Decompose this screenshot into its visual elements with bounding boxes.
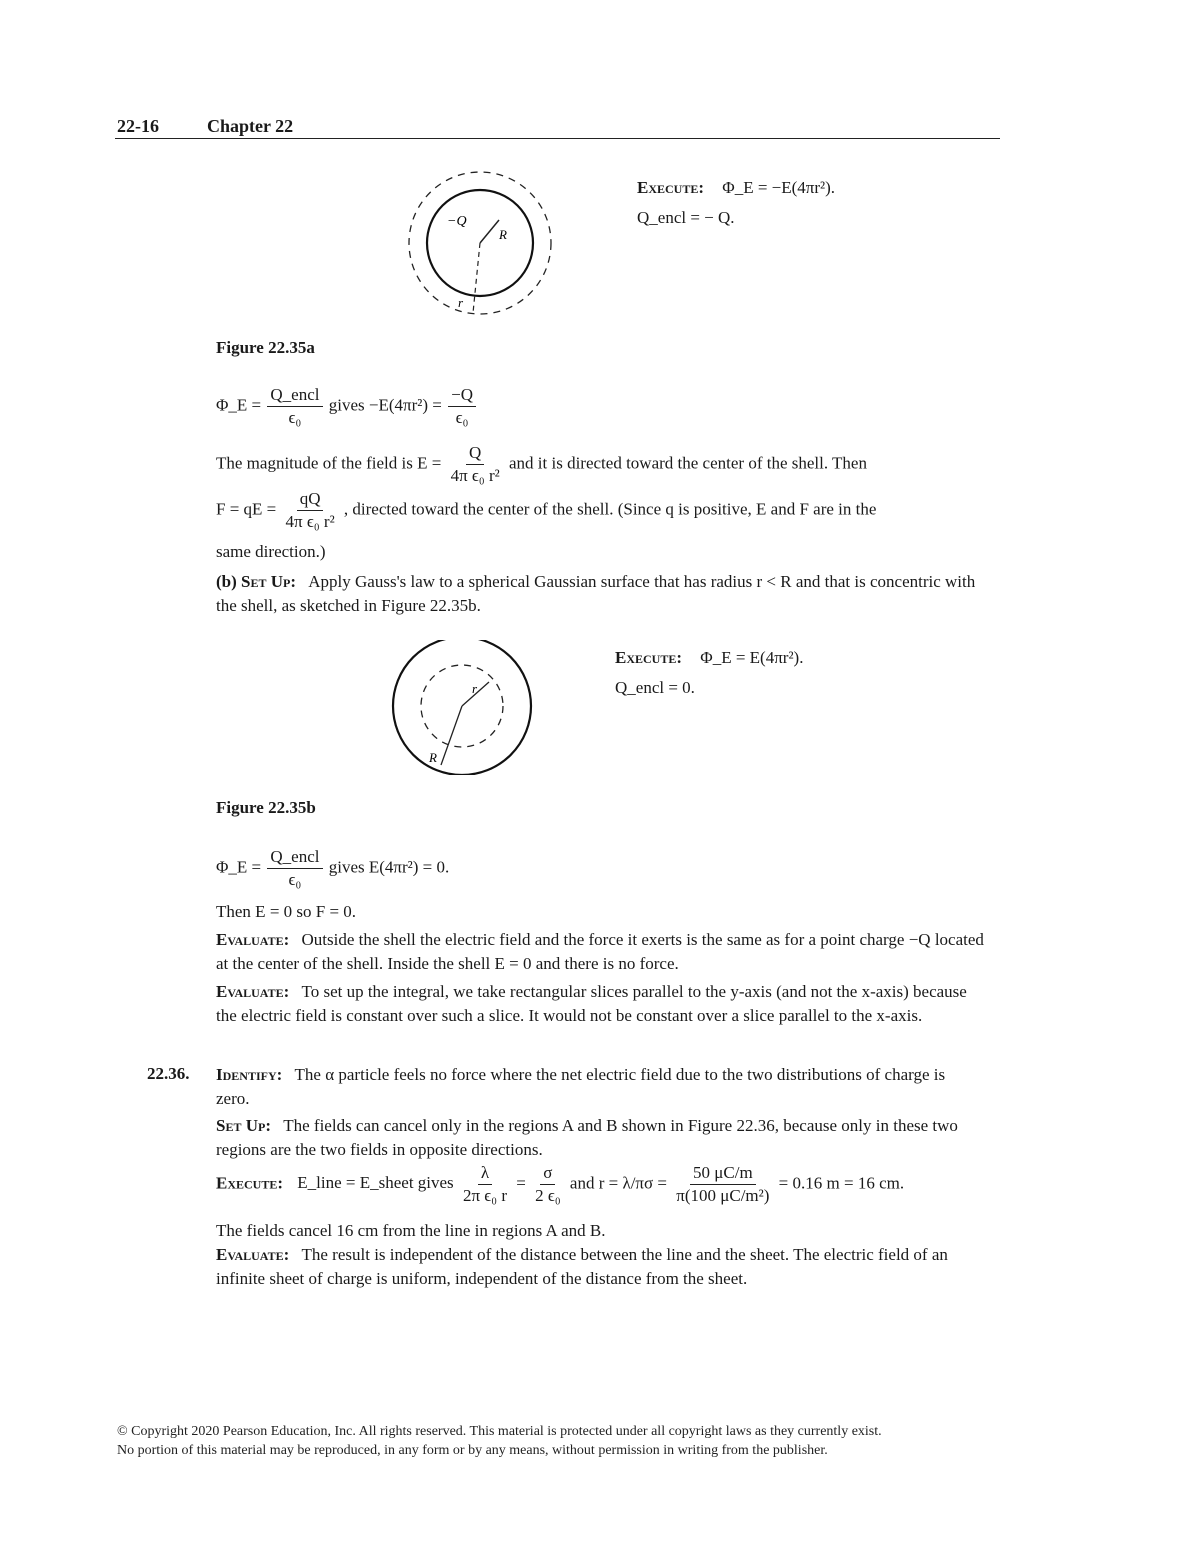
execute-label: Execute: bbox=[637, 178, 705, 197]
identify-text: The α particle feels no force where the net electric field due to the two distributions of charge is zero. bbox=[216, 1065, 946, 1108]
frac2-den: 2 ϵ₀ bbox=[535, 1186, 561, 1205]
evaluate-text-1: Outside the shell the electric field and the force it exerts is the same as for a point charge −Q located at the center of the shell. Inside the shell E = 0 and there is no force. bbox=[216, 930, 984, 973]
gauss-radius-label-b: r bbox=[472, 681, 478, 696]
frac-num: Q_encl bbox=[267, 384, 322, 407]
figure-caption-b: Figure 22.35b bbox=[216, 798, 316, 817]
evaluate-label-1: Evaluate: bbox=[216, 930, 290, 949]
evaluate-text-2: To set up the integral, we take rectangular slices parallel to the y-axis (and not the x-axis) because the electric field is constant over such a slice. It would not be constant over a slice parallel to the x-axis. bbox=[216, 982, 967, 1025]
problem-number: 22.36. bbox=[147, 1064, 190, 1083]
magnitude-text1: The magnitude of the field is E = bbox=[216, 453, 442, 473]
equation-gauss-a bbox=[216, 384, 478, 429]
evaluate-text-2236: The result is independent of the distance between the line and the sheet. The electric field of an infinite sheet of charge is uniform, independent of the distance from the sheet. bbox=[216, 1245, 948, 1288]
charge-label: −Q bbox=[447, 214, 467, 229]
frac-E-den: 4π ϵ₀ r² bbox=[450, 466, 500, 485]
flux-eq: Φ_E = −E(4πr²). bbox=[722, 178, 836, 197]
force-text2: , directed toward the center of the shell. (Since q is positive, E and F are in the bbox=[343, 499, 877, 519]
frac-E-num: Q bbox=[466, 442, 484, 465]
execute-text3: = 0.16 m = 16 cm. bbox=[778, 1173, 905, 1193]
part-b-text: Apply Gauss's law to a spherical Gaussian surface that has radius r < R and that is concentric with the shell, as sketched in Figure 22.35b. bbox=[216, 572, 976, 615]
fraction-qencl-eps bbox=[267, 384, 322, 429]
frac-F-den: 4π ϵ₀ r² bbox=[285, 512, 335, 531]
evaluate-block-2236 bbox=[216, 1243, 996, 1291]
chapter-title: Chapter 22 bbox=[207, 116, 294, 136]
frac-den2: ϵ₀ bbox=[455, 408, 469, 427]
frac2-num: σ bbox=[540, 1162, 555, 1185]
execute-block-2236 bbox=[216, 1162, 996, 1207]
frac-num2: −Q bbox=[448, 384, 476, 407]
equals-sign: = bbox=[516, 1173, 526, 1193]
force-text1: F = qE = bbox=[216, 499, 277, 519]
gauss-radius-label: r bbox=[458, 295, 464, 310]
equation-gauss-b bbox=[216, 846, 449, 891]
execute-text1: E_line = E_sheet gives bbox=[297, 1173, 454, 1193]
radius-label: R bbox=[499, 227, 507, 242]
fraction-qencl-eps-b bbox=[267, 846, 322, 891]
fraction-F bbox=[283, 488, 338, 533]
evaluate-label-2236: Evaluate: bbox=[216, 1245, 290, 1264]
setup-text-2236: The fields can cancel only in the regions A and B shown in Figure 22.36, because only in these two regions are the two fields in opposite directions. bbox=[216, 1116, 958, 1159]
setup-block bbox=[216, 1114, 976, 1162]
frac1-den: 2π ϵ₀ r bbox=[462, 1186, 507, 1205]
copyright-line-1: © Copyright 2020 Pearson Education, Inc. All rights reserved. This material is protected under all copyright laws as they currently exist. bbox=[117, 1424, 882, 1439]
execute-a-qencl: Q_encl = − Q. bbox=[637, 208, 735, 227]
evaluate-2 bbox=[216, 980, 986, 1028]
radius-label-b: R bbox=[429, 750, 437, 765]
force-text3: same direction.) bbox=[216, 542, 326, 561]
header-rule bbox=[115, 138, 1000, 139]
then-line: Then E = 0 so F = 0. bbox=[216, 902, 357, 921]
figure-caption-a: Figure 22.35a bbox=[216, 338, 315, 357]
frac-F-num: qQ bbox=[297, 488, 324, 511]
figure-22-35b bbox=[385, 640, 555, 775]
execute-text2: and r = λ/πσ = bbox=[569, 1173, 668, 1193]
frac-den-b: ϵ₀ bbox=[288, 870, 302, 889]
frac3-den: π(100 μC/m²) bbox=[676, 1186, 770, 1205]
frac-num-b: Q_encl bbox=[267, 846, 322, 869]
execute-label-2236: Execute: bbox=[216, 1173, 284, 1193]
frac3-num: 50 μC/m bbox=[690, 1162, 756, 1185]
magnitude-line bbox=[216, 442, 996, 487]
radius-R-line-b bbox=[441, 706, 462, 765]
frac1-num: λ bbox=[478, 1162, 492, 1185]
fraction-numeric bbox=[673, 1162, 772, 1207]
evaluate-label-2: Evaluate: bbox=[216, 982, 290, 1001]
phi-symbol: Φ_E = bbox=[216, 395, 262, 415]
execute-a-flux bbox=[637, 176, 835, 200]
execute-b-flux bbox=[615, 646, 803, 670]
page-number: 22-16 bbox=[117, 116, 159, 136]
copyright-line-2: No portion of this material may be reproduced, in any form or by any means, without permission in writing from the publisher. bbox=[117, 1443, 828, 1458]
fraction-lambda bbox=[460, 1162, 510, 1207]
copyright-notice bbox=[117, 1422, 882, 1460]
flux-eq-b: Φ_E = E(4πr²). bbox=[700, 648, 804, 667]
radius-r-line bbox=[473, 243, 480, 313]
fraction-minusq-eps bbox=[448, 384, 476, 429]
part-b-label: (b) bbox=[216, 572, 237, 591]
part-b-setup bbox=[216, 570, 976, 618]
evaluate-1 bbox=[216, 928, 986, 976]
fraction-sigma bbox=[532, 1162, 564, 1207]
radius-R-line bbox=[480, 220, 499, 243]
identify-label: Identify: bbox=[216, 1065, 283, 1084]
gives-text-b: gives E(4πr²) = 0. bbox=[328, 857, 450, 877]
magnitude-text2: and it is directed toward the center of the shell. Then bbox=[509, 453, 867, 473]
execute-label-b: Execute: bbox=[615, 648, 683, 667]
setup-label: Set Up: bbox=[241, 572, 297, 591]
result-line: The fields cancel 16 cm from the line in regions A and B. bbox=[216, 1221, 606, 1240]
figure-22-35a bbox=[395, 165, 565, 320]
identify-block bbox=[216, 1063, 976, 1111]
fraction-E bbox=[448, 442, 503, 487]
frac-den: ϵ₀ bbox=[288, 408, 302, 427]
force-line bbox=[216, 488, 996, 533]
setup-label-2236: Set Up: bbox=[216, 1116, 271, 1135]
phi-symbol-b: Φ_E = bbox=[216, 857, 262, 877]
execute-b-qencl: Q_encl = 0. bbox=[615, 678, 695, 697]
gives-text: gives −E(4πr²) = bbox=[328, 395, 442, 415]
